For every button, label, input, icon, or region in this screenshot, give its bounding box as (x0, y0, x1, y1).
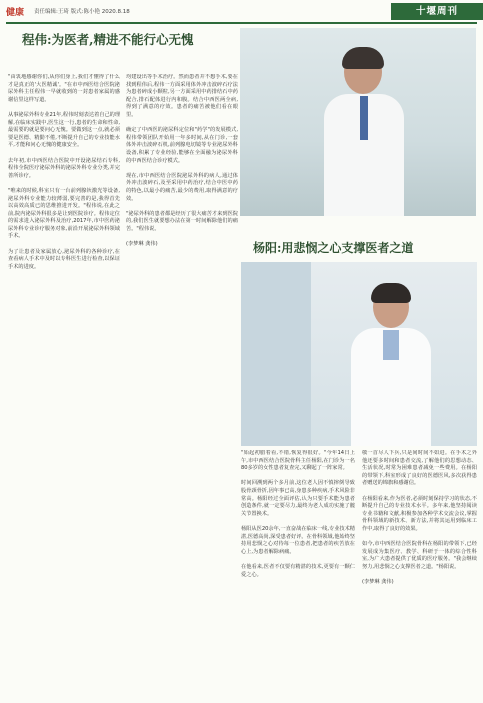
article1-photo (240, 28, 476, 216)
header-rule (6, 22, 477, 24)
article1-title: 程伟:为医者,精进不能行心无愧 (22, 32, 194, 47)
article2-photo (241, 262, 477, 446)
edition-meta: 责任编辑:王琦 版式:陈小艳 2020.8.18 (34, 9, 130, 15)
page-header (0, 0, 483, 22)
section-name: 健康 (6, 8, 25, 18)
article1-column-1: "由衷地感谢你们,从你们身上,我们才懂得了什么才是真正的'大医精诚'。"在市中西医结合医院泌尿外科主任程伟一早就收到的一封患者家属的感谢信里这样写道。 从事泌尿外科专业21年,程伟时刻表达着自己的理解,在临床实践中,医生这一行,患者的生命和性命,最需要的就是要问心无愧。要做到这一点,就必须要是医德、精勤不倦,不断提升自己的专业技能水平,才能和问心无愧的健康安全。 去年初,市中西医结合医院中开设泌尿结石专科,程伟全院医疗泌尿外科的泌尿外科专业分类,并完善所诊疗。 "唯来的时候,科室只有一台前列腺钬激光等设备,泌尿外科专业能力较薄弱,要完善的是,我得首先以高效高质已的思维推进开发。"程伟说,在此之前,院内泌尿外科很多是让到医院诊疗。程伟定位的需求进入泌尿外科及治疗,2017年,市中医药泌尿外科专业诊疗服务对象,前沿开展泌尿外科领域手术。 为了让患者及家属放心,泌尿外科的各种诊疗,在查看病人手术中及时以专科医生进行检查,以保证手术的进度。 (8, 74, 120, 270)
article1-column-2: 均建设出等手术治疗。然而患者并不想手术,要在找到程伟后,程伟一方面采用体外冲击波碎石疗法为患者碎成小颗粒,另一方面采用中药排结石中药配合,排石配体进行内和腹。结合中西医两全病,得到了满意的疗效。患者的痛苦被他们看在眼里。 确定了中西医的泌尿科定位和"药学"的发展模式,程伟带领团队开始用一年多时间,从在门诊,一套体外冲击波碎石机,前列腺电切镜等专业泌尿外科设备,积累了专业经验,能够在全面融为泌尿外科的中西医结合诊疗模式。 现在,市中西医结合医院泌尿外科的病人,通过体外冲击波碎石,及至采用中药治疗,结合中医中药的特色,以最小的痛苦,最少的费用,取得满意的疗效。 "泌尿外科的患者都是经历了很大痛苦才来到医院的,我们医生就要想办法在第一时间解除他们的痛苦。"程伟说。 (李梦琳 龚伟) (126, 74, 238, 248)
doctor-figure (324, 50, 404, 216)
article2-title: 杨阳:用悲悯之心支撑医者之道 (253, 241, 414, 255)
doctor-figure (351, 286, 431, 446)
masthead: 十堰周刊 (391, 3, 483, 20)
article2-column-2: 敬一首尽人下兵,只是间时间不如进。在手术之外他还要多时间和患者交流,了解他们的思想动态、生活状况,时常为困难患者减免一些费用。在杨阳的带领下,科室形成了良好的医德医风,多次获得患者赠送的锦旗和感谢信。 在杨阳看来,作为医者,必须时刻保持学习的状态,不断提升自己的专业技术水平。多年来,他坚持阅读专业书籍和文献,积极参加各种学术交流会议,掌握骨科领域的新技术、新方法,并将其运用到临床工作中,取得了良好的效果。 如今,市中西医结合医院骨科在杨阳的带领下,已经发展成为集医疗、教学、科研于一体的综合性科室,为广大患者提供了优质的医疗服务。"我会继续努力,用悲悯之心支撑医者之道。"杨阳说。 (李梦琳 龚伟) (362, 450, 477, 586)
article2-column-1: "始起初腊着看,不错,恢复得很好。"今年14日上午,市中西医结合医院骨科主任杨阳,在门诊为一名80多岁的女性患者复查完,又聊起了一阵家常。 时间回溯到两个多月前,这位老人因不慎摔倒导致股骨颈骨折,因年事已高,身患多种疾病,手术风险非常高。杨阳经过全面评估,认为只要手术能为患者创造条件,就一定要尽力,最终为老人成功实施了髋关节置换术。 杨阳从医20余年,一直奋战在临床一线,专业技术精湛,医德高尚,深受患者好评。在骨科领域,他始终坚持用悲悯之心对待每一位患者,把患者的疾苦放在心上,为患者解除病痛。 在他看来,医者不仅要有精湛的技术,更要有一颗仁爱之心。 (241, 450, 355, 578)
